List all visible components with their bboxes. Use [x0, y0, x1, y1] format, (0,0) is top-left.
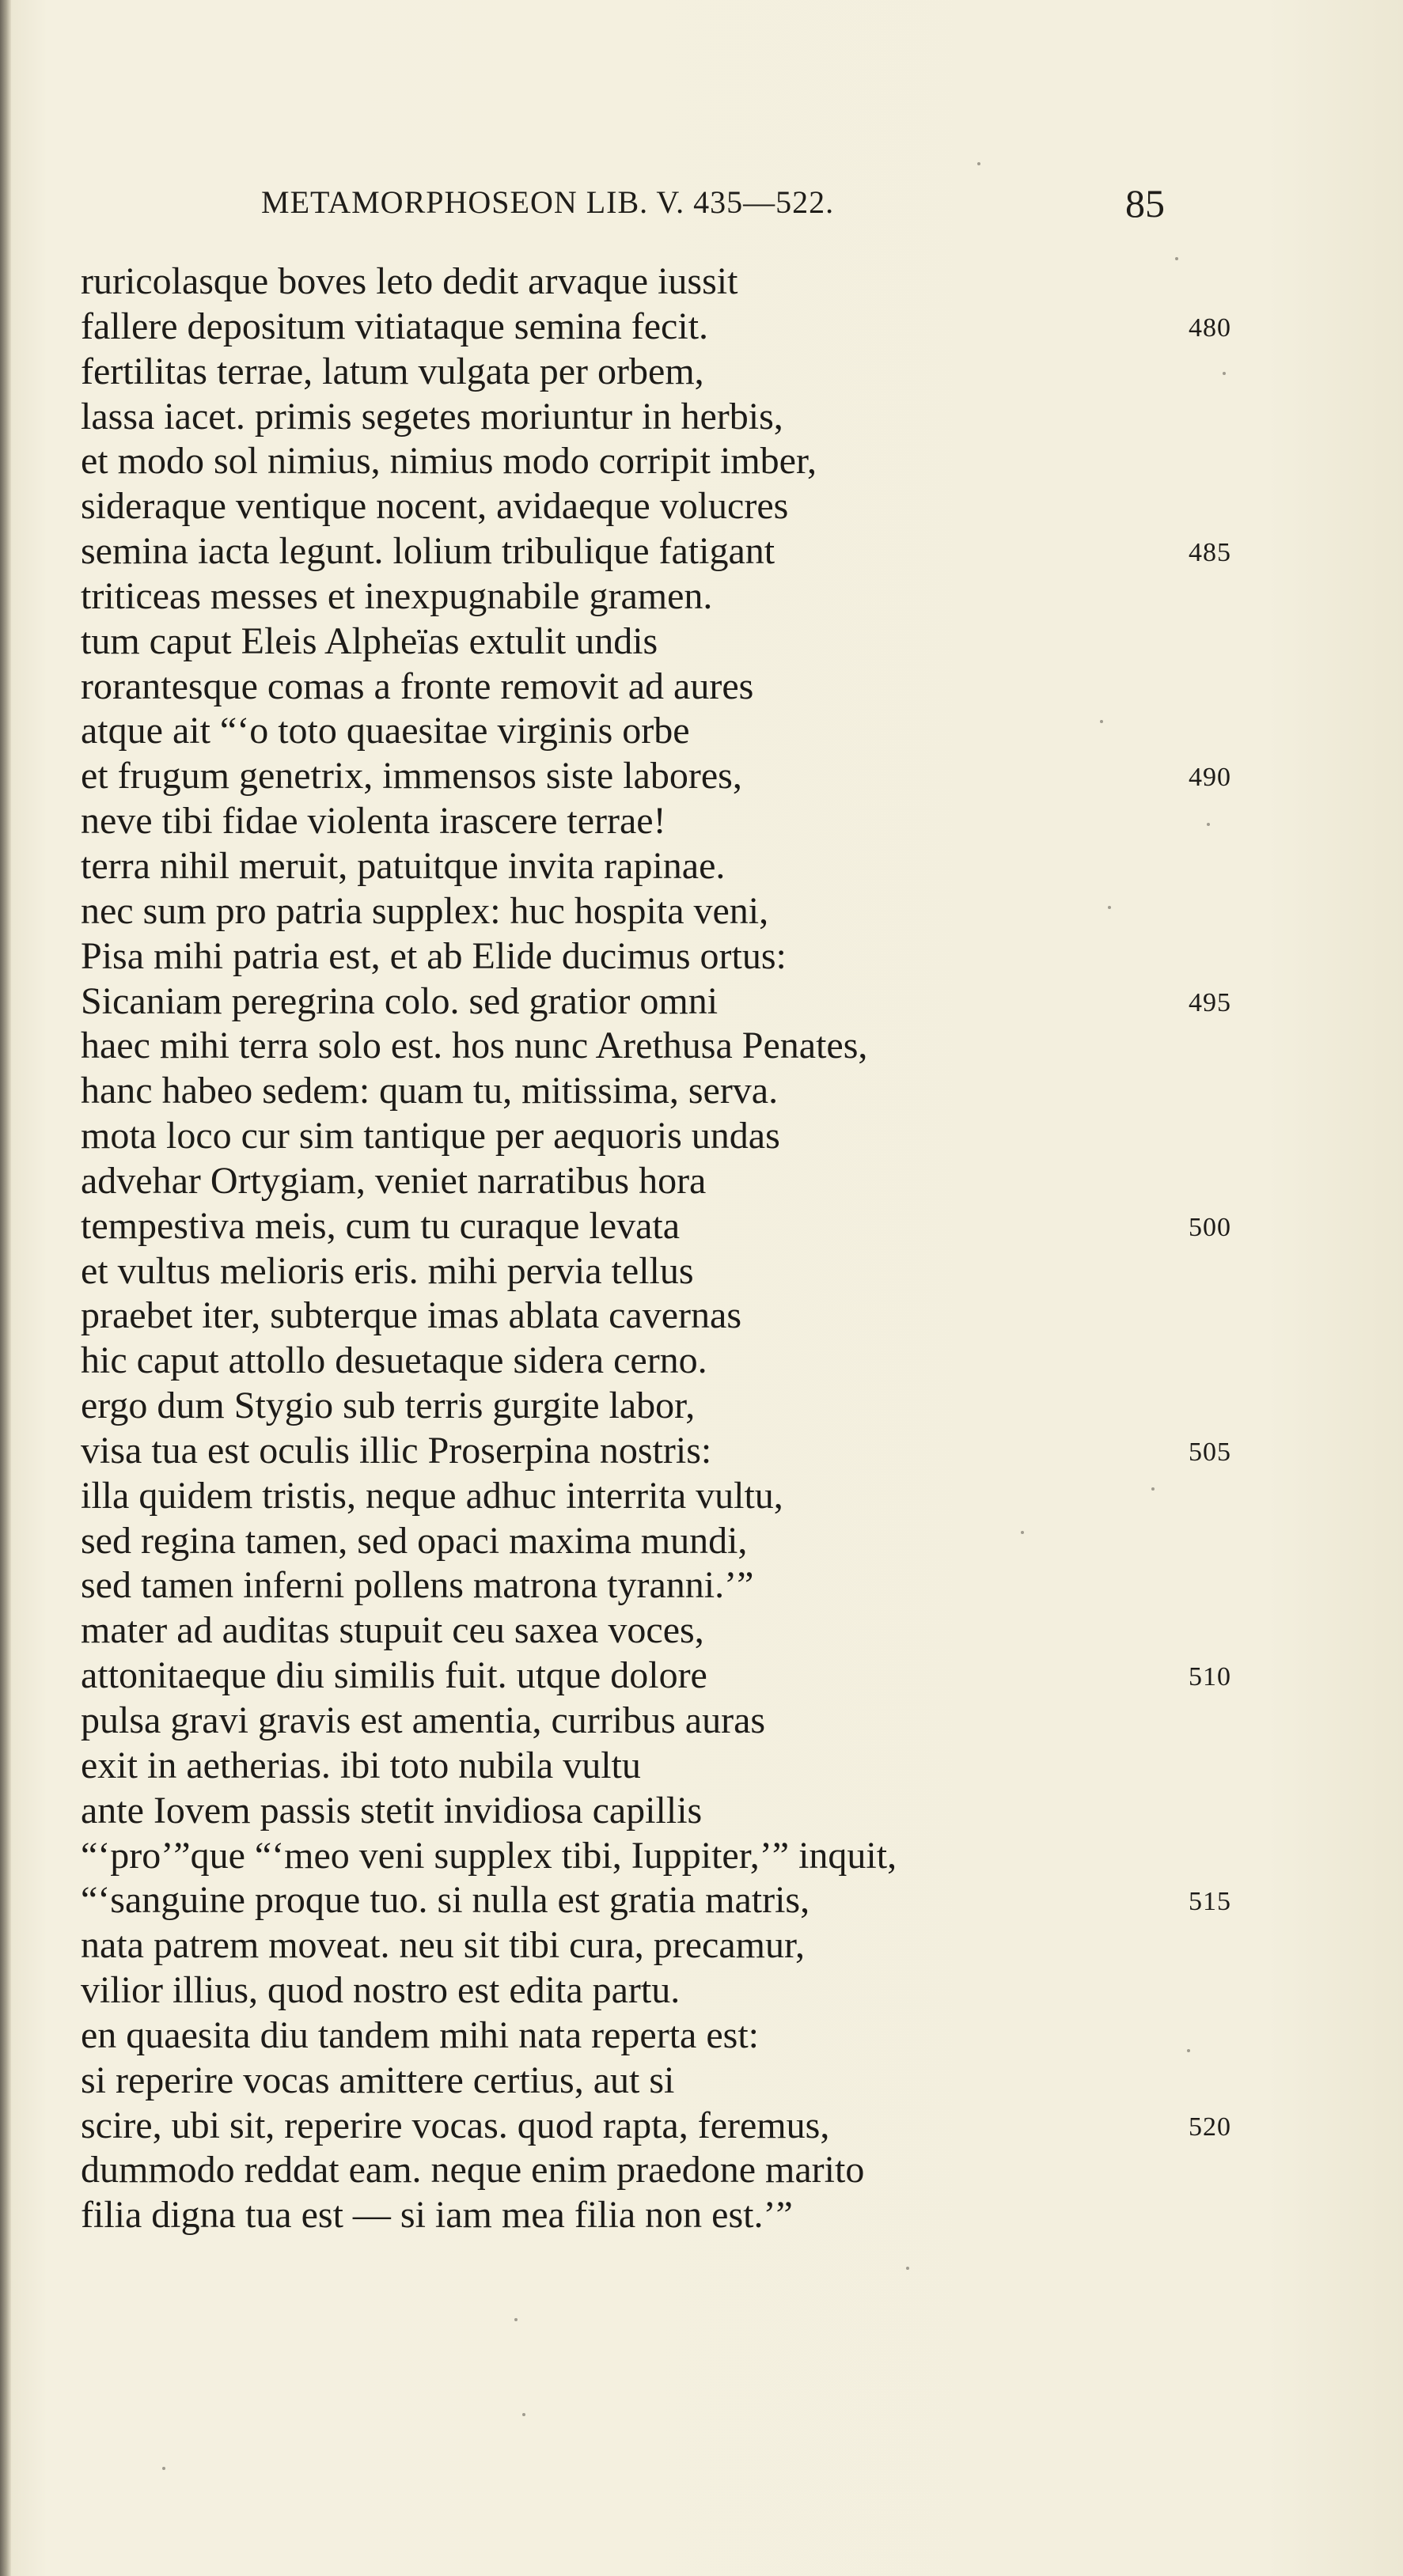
verse-line — [81, 934, 1315, 979]
paper-speck — [977, 162, 980, 165]
verse-text: semina iacta legunt. lolium tribulique fatigant — [81, 530, 775, 573]
verse-text: et frugum genetrix, immensos siste labores, — [81, 755, 742, 797]
paper-speck — [1223, 372, 1226, 375]
verse-line — [81, 1878, 1315, 1923]
verse-line — [81, 1204, 1315, 1249]
verse-line — [81, 979, 1315, 1025]
line-number: 485 — [1189, 538, 1231, 568]
paper-speck — [1187, 2049, 1190, 2052]
verse-line — [81, 1069, 1315, 1114]
verse-text: sed regina tamen, sed opaci maxima mundi, — [81, 1519, 748, 1562]
verse-text: haec mihi terra solo est. hos nunc Arethusa Penates, — [81, 1025, 868, 1067]
verse-text: lassa iacet. primis segetes moriuntur in herbis, — [81, 395, 783, 438]
line-number: 495 — [1189, 987, 1231, 1017]
verse-text: Sicaniam peregrina colo. sed gratior omni — [81, 979, 719, 1022]
verse-text: et vultus melioris eris. mihi pervia tellus — [81, 1249, 694, 1292]
paper-speck — [1175, 257, 1178, 260]
verse-text: mater ad auditas stupuit ceu saxea voces, — [81, 1609, 704, 1652]
verse-line — [81, 1474, 1315, 1519]
verse-line — [81, 844, 1315, 889]
verse-text: sideraque ventique nocent, avidaeque volucres — [81, 485, 789, 528]
verse-block — [81, 259, 1315, 2238]
verse-text: si reperire vocas amittere certius, aut si — [81, 2059, 675, 2101]
verse-line — [81, 1114, 1315, 1159]
verse-text: sed tamen inferni pollens matrona tyranni.’” — [81, 1564, 754, 1607]
line-number: 505 — [1189, 1437, 1231, 1467]
page-number: 85 — [1125, 181, 1165, 225]
verse-text: hanc habeo sedem: quam tu, mitissima, serva. — [81, 1070, 779, 1112]
verse-line — [81, 1923, 1315, 1968]
verse-line — [81, 1519, 1315, 1564]
verse-text: attonitaeque diu similis fuit. utque dolore — [81, 1654, 707, 1697]
verse-line — [81, 1159, 1315, 1204]
verse-line — [81, 1608, 1315, 1654]
line-number: 490 — [1189, 763, 1231, 793]
verse-text: dummodo reddat eam. neque enim praedone marito — [81, 2149, 865, 2191]
verse-text: mota loco cur sim tantique per aequoris undas — [81, 1115, 780, 1157]
verse-line — [81, 1699, 1315, 1744]
binding-edge — [0, 0, 11, 2576]
verse-line — [81, 1563, 1315, 1608]
line-number: 520 — [1189, 2112, 1231, 2142]
verse-text: Pisa mihi patria est, et ab Elide ducimus ortus: — [81, 934, 787, 977]
paper-speck — [162, 2467, 165, 2470]
verse-text: triticeas messes et inexpugnabile gramen. — [81, 574, 713, 617]
verse-line — [81, 574, 1315, 619]
verse-text: ergo dum Stygio sub terris gurgite labor, — [81, 1385, 696, 1427]
paper-speck — [1021, 1531, 1024, 1534]
running-title: METAMORPHOSEON LIB. V. 435—522. — [261, 184, 835, 220]
verse-text: vilior illius, quod nostro est edita partu. — [81, 1969, 681, 2012]
paper-speck — [906, 2267, 909, 2270]
verse-line — [81, 1968, 1315, 2013]
paper-speck — [514, 2318, 518, 2321]
verse-line — [81, 619, 1315, 665]
verse-line — [81, 2104, 1315, 2149]
paper-speck — [1151, 1487, 1155, 1491]
verse-line — [81, 350, 1315, 395]
verse-text: fertilitas terrae, latum vulgata per orbem, — [81, 350, 704, 392]
verse-line — [81, 395, 1315, 440]
verse-line — [81, 709, 1315, 754]
verse-text: praebet iter, subterque imas ablata cavernas — [81, 1294, 742, 1337]
verse-line — [81, 754, 1315, 799]
verse-text: nec sum pro patria supplex: huc hospita veni, — [81, 889, 769, 932]
verse-text: et modo sol nimius, nimius modo corripit imber, — [81, 440, 817, 483]
verse-text: exit in aetherias. ibi toto nubila vultu — [81, 1744, 641, 1786]
verse-line — [81, 1024, 1315, 1069]
verse-text: en quaesita diu tandem mihi nata reperta est: — [81, 2013, 760, 2056]
verse-line — [81, 305, 1315, 350]
verse-text: “‘sanguine proque tuo. si nulla est gratia matris, — [81, 1879, 810, 1922]
verse-text: hic caput attollo desuetaque sidera cerno. — [81, 1339, 707, 1382]
paper-speck — [1108, 906, 1111, 909]
verse-line — [81, 529, 1315, 574]
paper-speck — [1207, 823, 1210, 826]
verse-line — [81, 665, 1315, 710]
verse-text: visa tua est oculis illic Proserpina nostris: — [81, 1429, 712, 1472]
verse-text: fallere depositum vitiataque semina fecit. — [81, 305, 709, 347]
paper-speck — [1100, 720, 1103, 723]
verse-line — [81, 1249, 1315, 1294]
verse-line — [81, 2013, 1315, 2059]
verse-line — [81, 1294, 1315, 1339]
verse-text: terra nihil meruit, patuitque invita rapinae. — [81, 844, 726, 887]
verse-text: nata patrem moveat. neu sit tibi cura, precamur, — [81, 1924, 806, 1967]
verse-text: illa quidem tristis, neque adhuc interrita vultu, — [81, 1474, 783, 1517]
verse-text: rorantesque comas a fronte removit ad aures — [81, 665, 754, 707]
line-number: 480 — [1189, 313, 1231, 343]
verse-text: tempestiva meis, cum tu curaque levata — [81, 1204, 681, 1247]
verse-line — [81, 259, 1315, 305]
paper-speck — [522, 2413, 525, 2416]
verse-text: scire, ubi sit, reperire vocas. quod rapta, feremus, — [81, 2104, 830, 2146]
verse-line — [81, 439, 1315, 484]
verse-line — [81, 484, 1315, 529]
verse-line — [81, 1834, 1315, 1879]
verse-text: tum caput Eleis Alpheïas extulit undis — [81, 619, 658, 662]
verse-line — [81, 2059, 1315, 2104]
line-number: 515 — [1189, 1887, 1231, 1917]
verse-line — [81, 799, 1315, 844]
verse-text: “‘pro’”que “‘meo veni supplex tibi, Iuppiter,’” inquit, — [81, 1834, 897, 1877]
verse-line — [81, 1654, 1315, 1699]
line-number: 510 — [1189, 1662, 1231, 1692]
verse-line — [81, 1384, 1315, 1429]
verse-line — [81, 1744, 1315, 1789]
line-number: 500 — [1189, 1212, 1231, 1242]
verse-text: ante Iovem passis stetit invidiosa capillis — [81, 1789, 703, 1832]
verse-line — [81, 2148, 1315, 2193]
verse-text: atque ait “‘o toto quaesitae virginis orbe — [81, 710, 690, 752]
verse-text: pulsa gravi gravis est amentia, curribus auras — [81, 1699, 766, 1741]
verse-text: filia digna tua est — si iam mea filia non est.’” — [81, 2194, 793, 2237]
verse-line — [81, 889, 1315, 934]
verse-text: neve tibi fidae violenta irascere terrae! — [81, 800, 666, 843]
verse-line — [81, 2193, 1315, 2238]
verse-line — [81, 1429, 1315, 1474]
verse-text: ruricolasque boves leto dedit arvaque iussit — [81, 260, 738, 302]
verse-line — [81, 1789, 1315, 1834]
verse-text: advehar Ortygiam, veniet narratibus hora — [81, 1159, 707, 1202]
verse-line — [81, 1339, 1315, 1384]
